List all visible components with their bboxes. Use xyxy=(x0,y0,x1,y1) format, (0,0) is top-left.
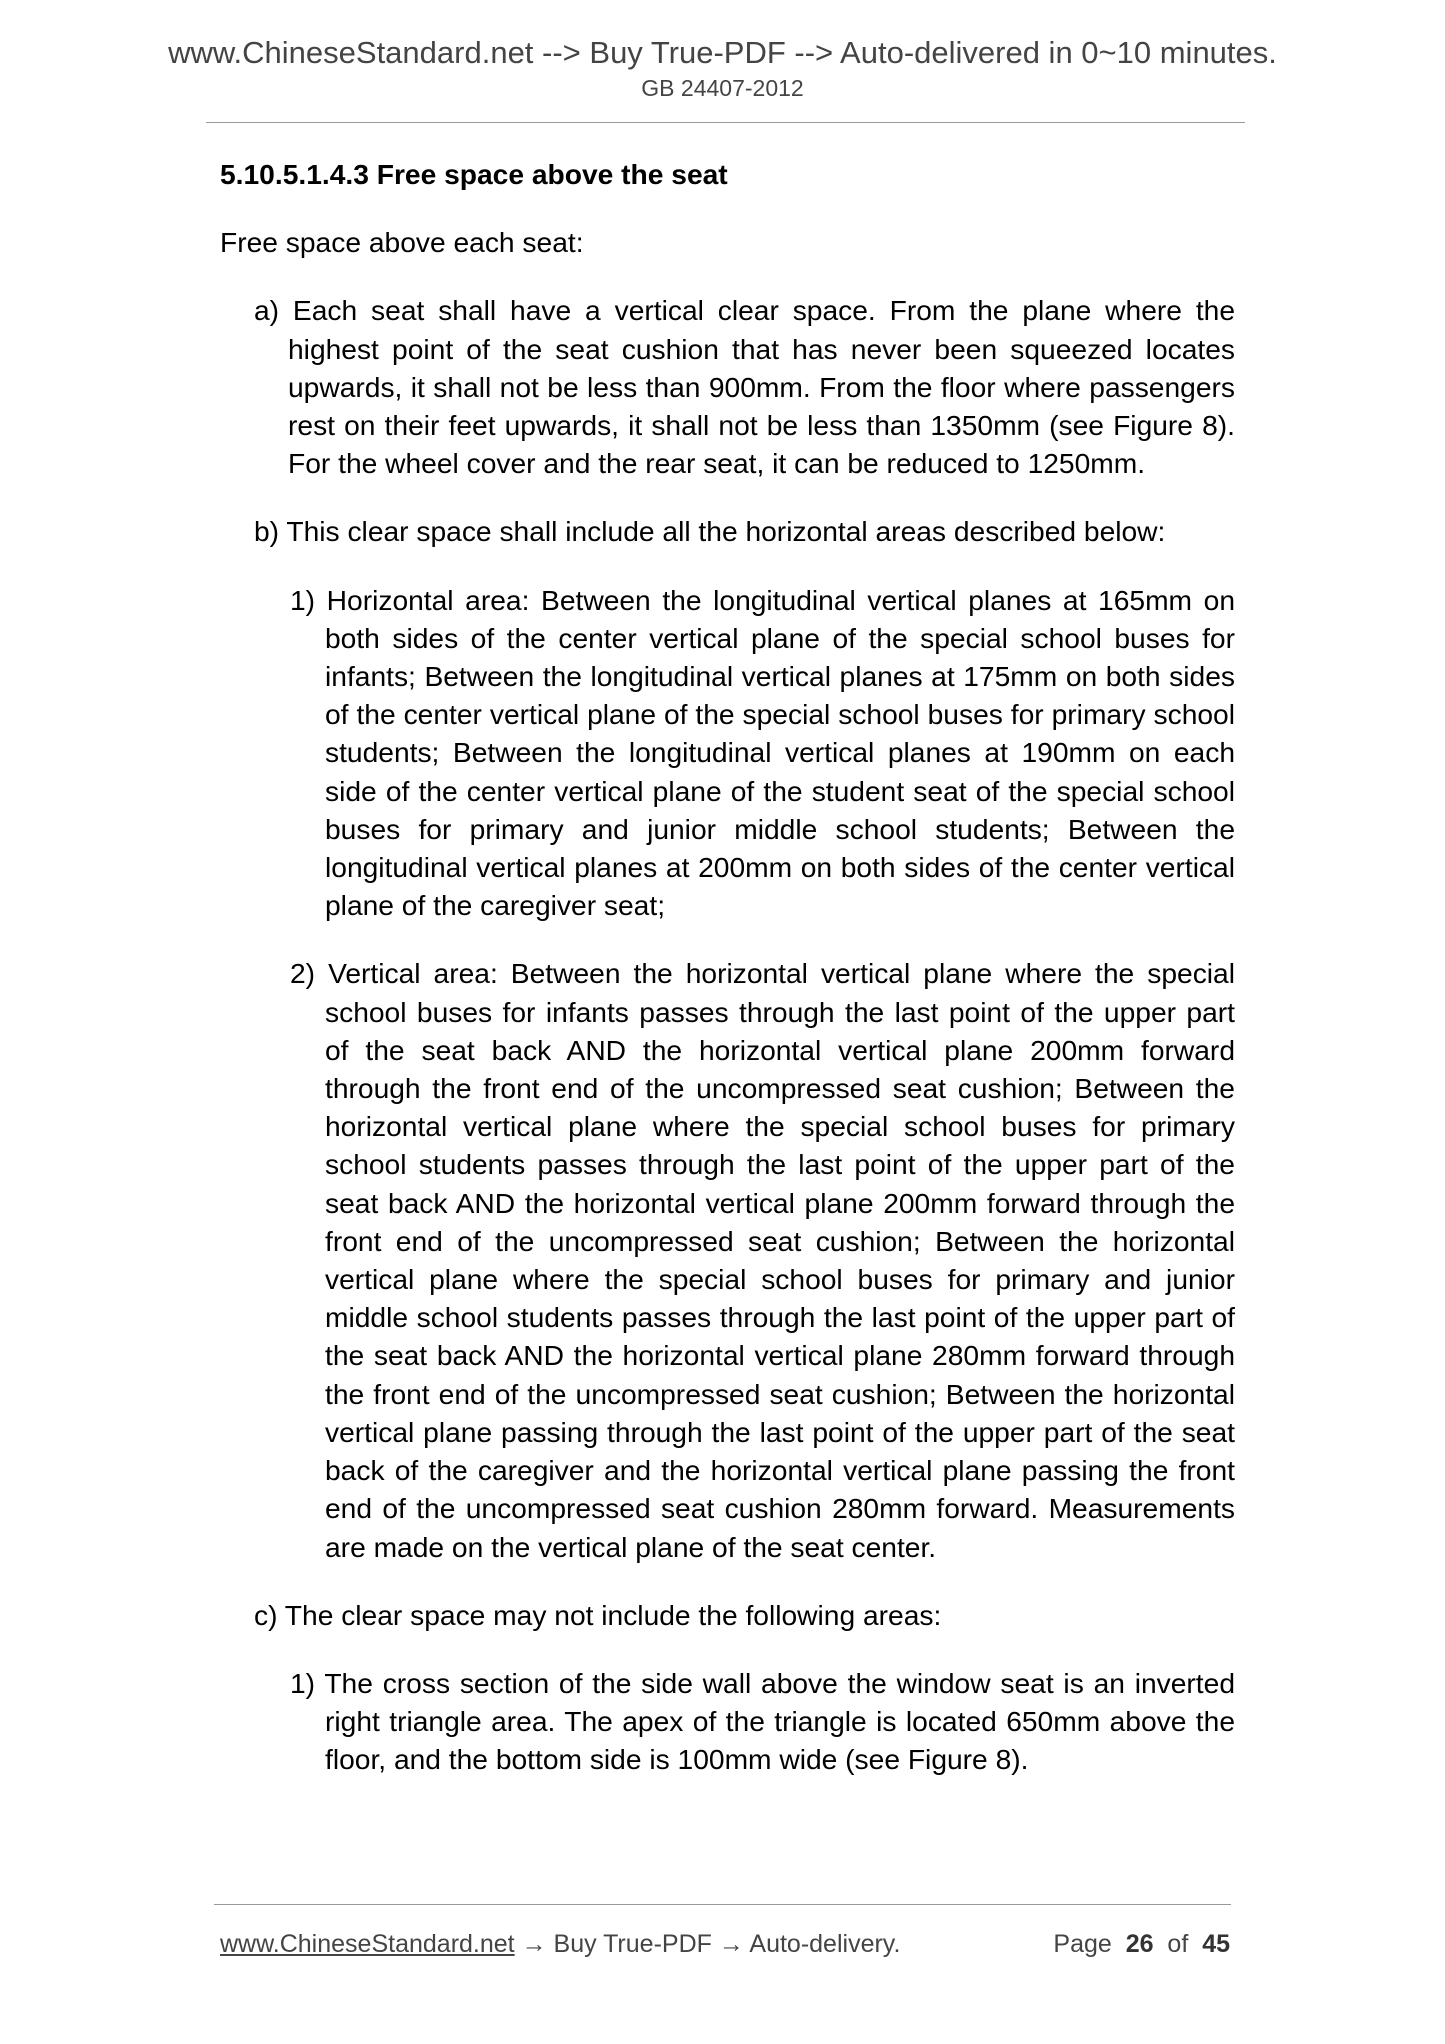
page-number: 26 xyxy=(1125,1930,1154,1958)
list-item-b2: 2) Vertical area: Between the horizontal vertical plane where the special school buses for infants passes through the last point of the upper part of the seat back AND the horizontal vertical plane 200mm forward through the front end of the uncompressed seat cushion; Between the horizontal vertical plane where the special school buses for primary school students passes through the last point of the upper part of the seat back AND the horizontal vertical plane 200mm forward through the front end of the uncompressed seat cushion; Between the horizontal vertical plane where the special school buses for primary and junior middle school students passes through the last point of the upper part of the seat back AND the horizontal vertical plane 280mm forward through the front end of the uncompressed seat cushion; Between the horizontal vertical plane passing through the last point of the upper part of the seat back of the caregiver and the horizontal vertical plane passing the front end of the uncompressed seat cushion 280mm forward. Measurements are made on the vertical plane of the seat center. xyxy=(290,957,1235,1563)
page-footer xyxy=(220,1924,1230,1964)
page-body xyxy=(220,155,1235,1809)
site-banner: www.ChineseStandard.net --> Buy True-PDF --> Auto-delivered in 0~10 minutes. xyxy=(168,35,1277,70)
list-item-a: a) Each seat shall have a vertical clear space. From the plane where the highest point of the seat cushion that has never been squeezed locates upwards, it shall not be less than 900mm. From the floor where passengers rest on their feet upwards, it shall not be less than 1350mm (see Figure 8). For the wheel cover and the rear seat, it can be reduced to 1250mm. xyxy=(254,294,1235,480)
footer-divider xyxy=(214,1904,1231,1905)
page-label: Page xyxy=(1053,1930,1112,1958)
list-item-b1: 1) Horizontal area: Between the longitudinal vertical planes at 165mm on both sides of the center vertical plane of the special school buses for infants; Between the longitudinal vertical planes at 175mm on both sides of the center vertical plane of the special school buses for primary school students; Between the longitudinal vertical planes at 190mm on each side of the center vertical plane of the student seat of the special school buses for primary and junior middle school students; Between the longitudinal vertical planes at 200mm on both sides of the center vertical plane of the caregiver seat; xyxy=(290,583,1235,922)
footer-promo-text: → Buy True-PDF → Auto-delivery. xyxy=(514,1930,901,1958)
footer-site-link[interactable]: www.ChineseStandard.net xyxy=(220,1930,515,1958)
footer-promo xyxy=(220,1924,900,1964)
page-total: 45 xyxy=(1202,1930,1230,1958)
list-item-c1: 1) The cross section of the side wall above the window seat is an inverted right triangle area. The apex of the triangle is located 650mm above the floor, and the bottom side is 100mm wide (see Figure 8). xyxy=(290,1666,1235,1776)
section-heading: 5.10.5.1.4.3 Free space above the seat xyxy=(220,158,728,190)
list-item-c: c) The clear space may not include the following areas: xyxy=(254,1598,942,1631)
intro-paragraph: Free space above each seat: xyxy=(220,226,584,259)
header-divider xyxy=(206,122,1245,123)
of-label: of xyxy=(1167,1930,1189,1958)
document-id: GB 24407-2012 xyxy=(641,75,804,101)
page-indicator xyxy=(1053,1924,1230,1964)
list-item-b: b) This clear space shall include all the horizontal areas described below: xyxy=(254,515,1166,548)
